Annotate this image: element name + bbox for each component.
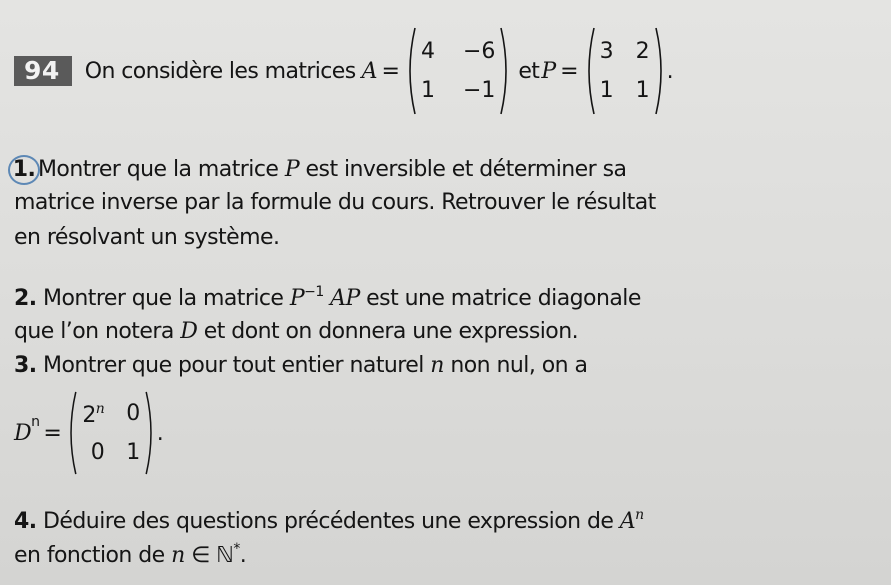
question-1-line-2: matrice inverse par la formule du cours. Retrouver le résultat [14,190,656,215]
right-paren-icon [654,26,667,116]
question-3-number: 3. [14,353,37,378]
matrix-d-cell: 2$^n$ [82,401,105,428]
matrix-p-cell: 3 [599,39,614,64]
matrix-a-cell: 1 [420,78,435,103]
question-1-line-3: en résolvant un système. [14,225,280,250]
question-3-lhs-var: D [14,420,32,446]
matrix-a-cell: −6 [462,39,496,64]
question-4-line-2-text: en fonction de [14,543,172,568]
question-4-line-2-set: ∈ ℕ [184,543,234,568]
matrix-d-cell: 0 [90,440,105,465]
matrix-p-cell: 1 [635,78,650,103]
question-2-line-2-var: D [180,319,198,344]
question-4-line-2 [14,541,246,568]
question-1-line-1 [14,155,626,185]
question-1-text-b: est inversible et déterminer sa [299,157,627,182]
equals-sign-a: = [381,58,400,84]
period: . [156,420,164,446]
question-3-equation [14,390,163,476]
question-4-exponent: n [635,507,644,523]
question-3-var: n [430,353,444,378]
question-3-line-1 [14,353,587,378]
exercise-intro: On considère les matrices [84,58,356,84]
question-2-line-1 [14,284,641,311]
question-4-text: Déduire des questions précédentes une expression de [36,509,620,534]
matrix-p-cell: 1 [599,78,614,103]
matrix-p-cell: 2 [635,39,650,64]
question-2-var-2: AP [323,286,360,311]
question-2-number: 2. [14,286,37,311]
question-1-var: P [284,157,300,182]
right-paren-icon [144,390,157,476]
matrix-p-name: P [541,58,557,84]
matrix-d-cell: 1 [126,440,140,465]
matrix-d-cell: 0 [126,401,140,426]
question-2-line-2 [14,319,578,344]
equals-sign-d: = [43,420,62,446]
question-4-line-1 [14,507,644,534]
matrix-a-cell: 4 [420,39,435,64]
question-3-lhs-exponent: n [31,414,40,430]
question-3-text-b: non nul, on a [443,353,588,378]
question-3-text: Montrer que pour tout entier naturel [36,353,431,378]
question-2-text-b: est une matrice diagonale [359,286,641,311]
exercise-number-badge: 94 [14,56,72,86]
left-paren-icon [583,26,596,116]
question-2-text: Montrer que la matrice [36,286,290,311]
matrix-d-pow [65,390,156,476]
right-paren-icon [499,26,512,116]
matrix-a-name: A [361,58,378,84]
period: . [666,58,674,84]
left-paren-icon [404,26,417,116]
equals-sign-p: = [560,58,579,84]
connector-et: et [518,58,540,84]
matrix-a [404,26,512,116]
question-2-line-2-text-b: et dont on donnera une expression. [197,319,579,344]
question-1-number: 1. [8,155,40,185]
question-2-line-2-text: que l’on notera [14,319,181,344]
exercise-header [14,26,674,116]
question-4-number: 4. [14,509,37,534]
question-4-var: A [619,509,636,534]
left-paren-icon [65,390,78,476]
matrix-p [583,26,667,116]
question-2-var: P [289,286,305,311]
matrix-a-cell: −1 [462,78,496,103]
question-2-exponent: −1 [304,284,324,300]
question-4-line-2-end: . [239,543,247,568]
question-1-text: Montrer que la matrice [38,157,285,182]
question-4-line-2-star: * [233,541,240,557]
question-4-line-2-var: n [171,543,185,568]
